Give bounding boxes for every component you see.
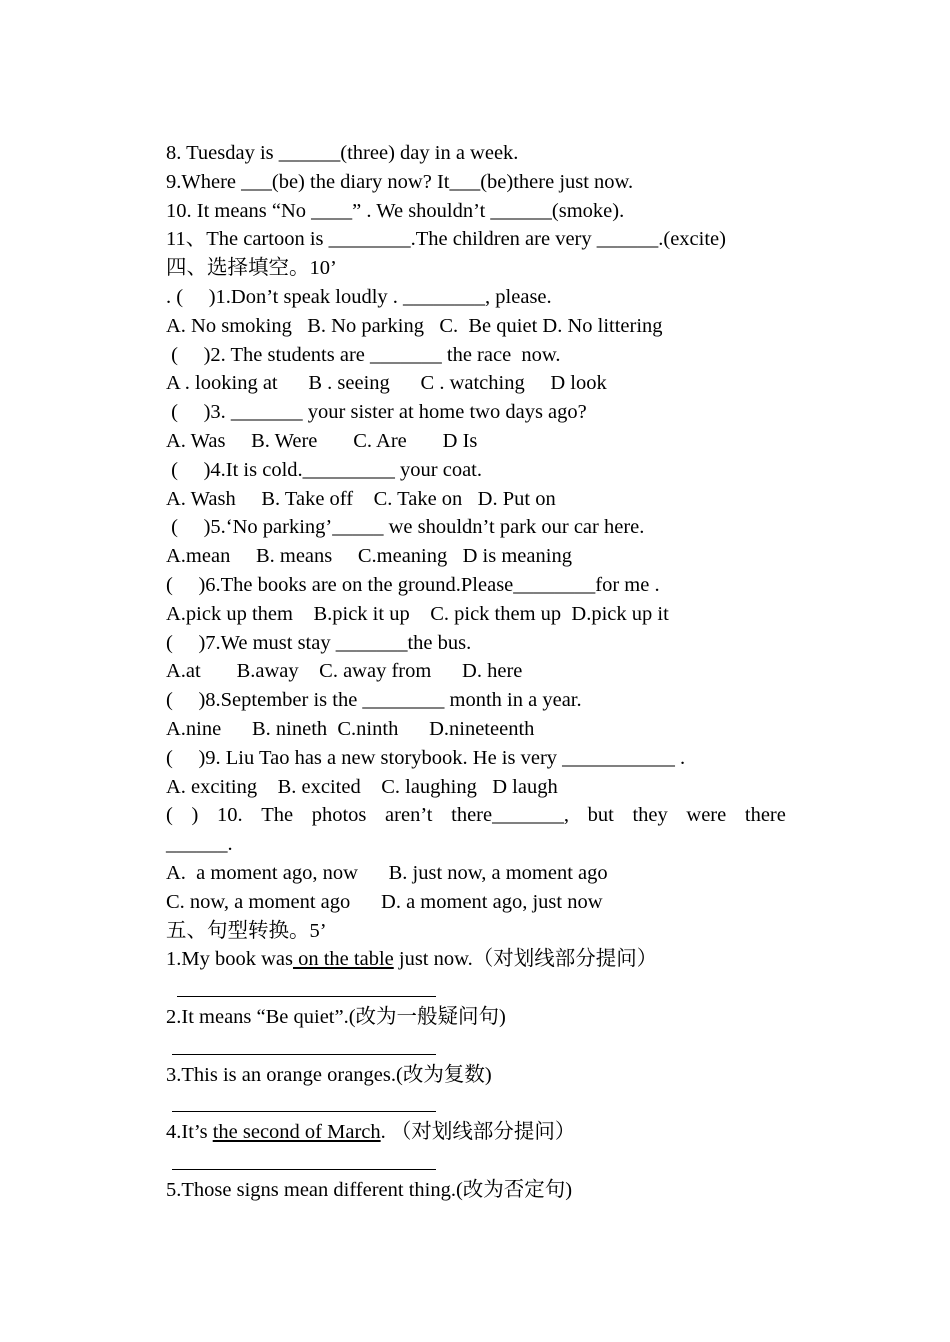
underlined-text: on the table [292, 948, 394, 971]
options-line: A. exciting B. excited C. laughing D laugh [166, 775, 558, 798]
answer-line[interactable] [166, 1147, 786, 1176]
options-line: A. Wash B. Take off C. Take on D. Put on [166, 487, 556, 510]
question-line: ( )8.September is the ________ month in a year. [166, 689, 582, 712]
q10-word: they [632, 804, 668, 827]
options-line: A.at B.away C. away from D. here [166, 660, 523, 683]
q10-word: The [261, 804, 294, 827]
q10-word: ( [166, 804, 173, 827]
question-line: ( )5.‘No parking’_____ we shouldn’t park our car here. [166, 516, 645, 539]
q10-word: but [587, 804, 614, 827]
transform-text: just now.（对划线部分提问） [393, 948, 658, 971]
options-line: A . looking at B . seeing C . watching D look [166, 372, 607, 395]
transform-item [166, 1118, 786, 1147]
q10-word: there [744, 804, 786, 827]
question-line: ( )9. Liu Tao has a new storybook. He is very ___________ . [166, 746, 686, 769]
options-line: A.mean B. means C.meaning D is meaning [166, 545, 572, 568]
q10-word: ) [191, 804, 199, 827]
question-line: ( )7.We must stay _______the bus. [166, 631, 472, 654]
exercise-line: 8. Tuesday is ______(three) day in a week. [166, 142, 519, 164]
question-line: ( )3. _______ your sister at home two days ago? [166, 401, 587, 424]
section-heading: 四、选择填空。10’ [166, 257, 337, 280]
transform-text: 4.It’s [166, 1121, 213, 1144]
answer-line[interactable] [166, 1032, 786, 1061]
exercise-line: 10. It means “No ____” . We shouldn’t ______(smoke). [166, 199, 625, 222]
q10-word: photos [311, 804, 367, 827]
q10-word: were [686, 804, 727, 827]
answer-line[interactable] [166, 1089, 786, 1118]
exercise-line: 9.Where ___(be) the diary now? It___(be)there just now. [166, 170, 634, 193]
answer-line[interactable] [166, 974, 786, 1003]
options-line: A.nine B. nineth C.ninth D.nineteenth [166, 717, 535, 740]
question-line: ______. [166, 833, 233, 856]
question-line: ( )6.The books are on the ground.Please________for me . [166, 573, 660, 596]
question-line: ( )4.It is cold._________ your coat. [166, 458, 482, 481]
worksheet-page [166, 139, 786, 1204]
options-line: C. now, a moment ago D. a moment ago, just now [166, 890, 603, 913]
options-line: A. No smoking B. No parking C. Be quiet D. No littering [166, 314, 663, 337]
underlined-text: the second of March [212, 1121, 381, 1144]
question-10-line [166, 801, 786, 830]
exercise-line: 11、The cartoon is ________.The children are very ______.(excite) [166, 228, 726, 251]
transform-item: 2.It means “Be quiet”.(改为一般疑问句) [166, 1005, 506, 1028]
options-line: A.pick up them B.pick it up C. pick them up D.pick up it [166, 602, 669, 625]
options-line: A. Was B. Were C. Are D Is [166, 429, 478, 452]
question-line: ( )2. The students are _______ the race now. [166, 343, 561, 366]
transform-text: 1.My book was [166, 948, 293, 971]
q10-word: 10. [216, 804, 243, 827]
question-line: . ( )1.Don’t speak loudly . ________, please. [166, 285, 552, 308]
transform-item: 3.This is an orange oranges.(改为复数) [166, 1063, 492, 1086]
q10-word: there_______, [451, 804, 569, 827]
transform-item [166, 945, 786, 974]
section-heading: 五、句型转换。5’ [166, 919, 327, 942]
options-line: A. a moment ago, now B. just now, a moment ago [166, 861, 608, 884]
transform-item: 5.Those signs mean different thing.(改为否定句) [166, 1178, 573, 1201]
transform-text: . （对划线部分提问） [380, 1121, 576, 1144]
q10-word: aren’t [385, 804, 433, 827]
